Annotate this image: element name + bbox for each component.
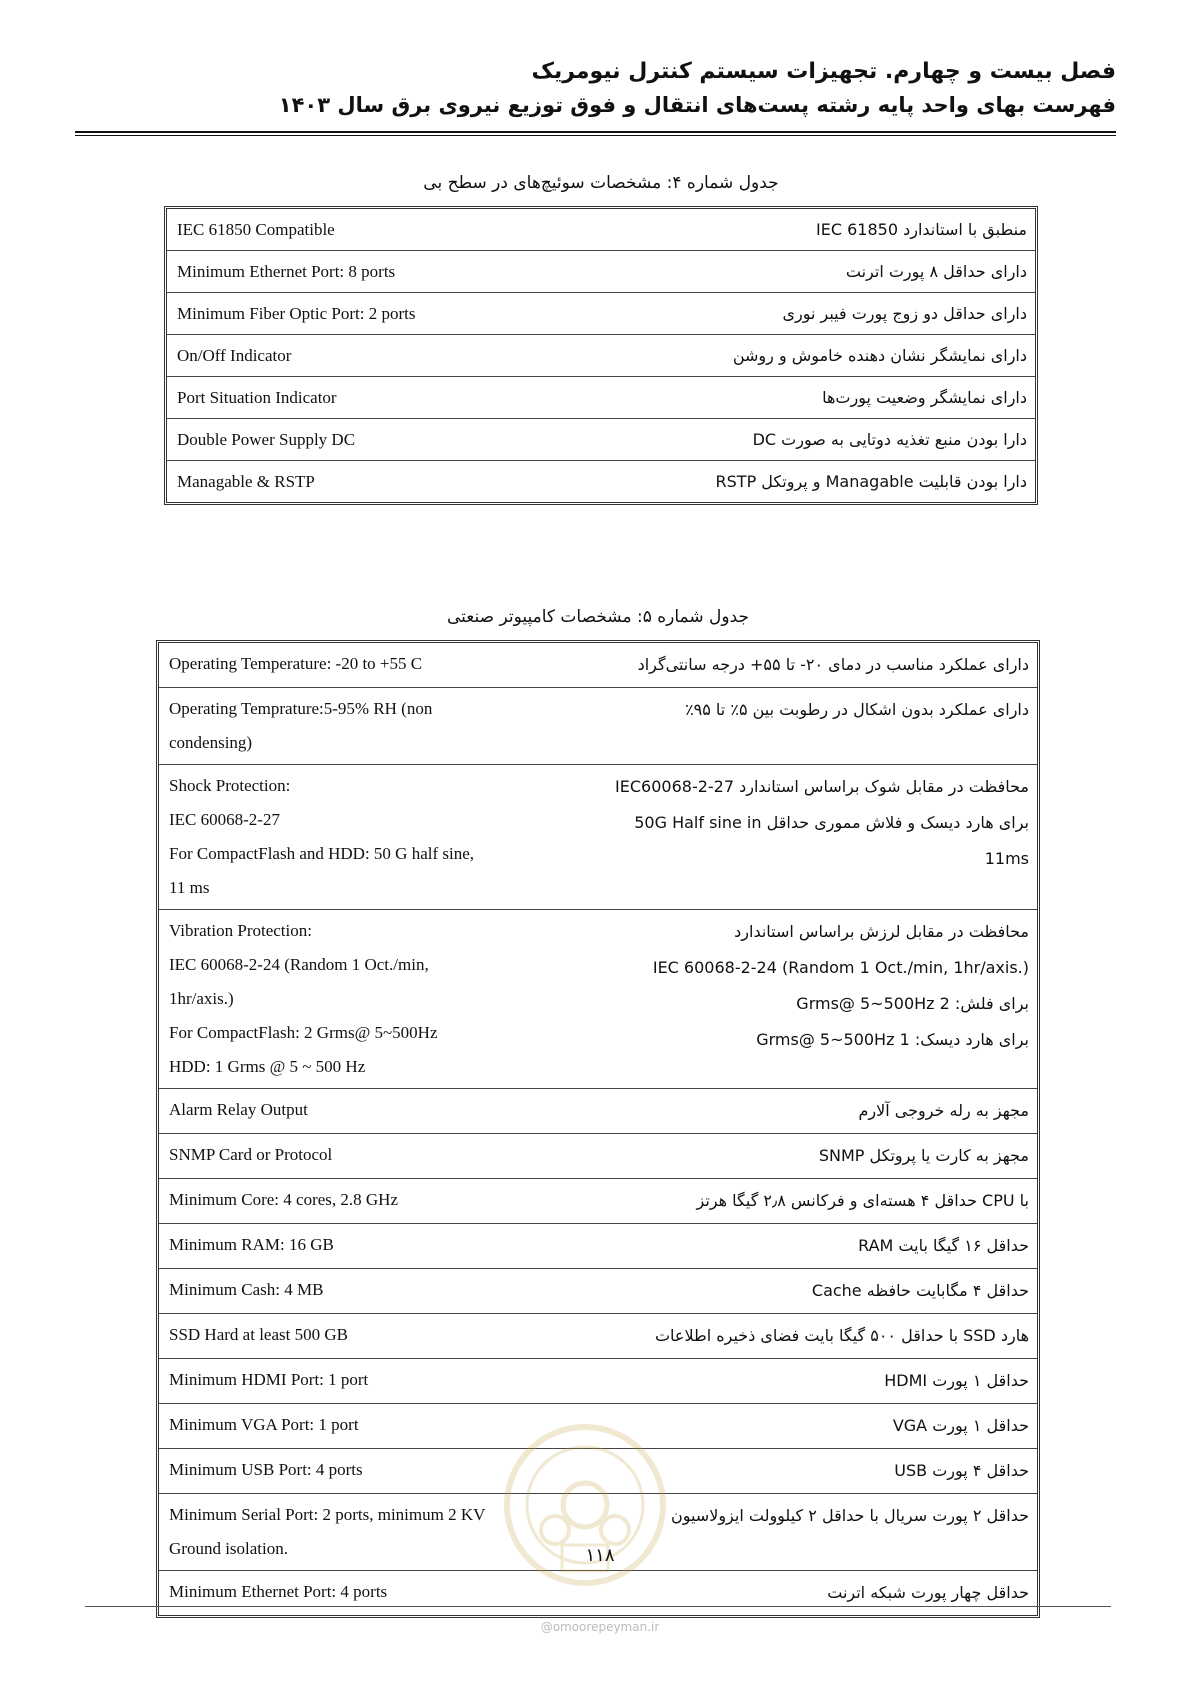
spec-english <box>159 688 563 765</box>
table-row <box>159 688 1037 765</box>
spec-persian <box>563 1134 1037 1179</box>
spec-line: Minimum USB Port: 4 ports <box>169 1460 363 1479</box>
spec-english: Minimum Fiber Optic Port: 2 ports <box>167 293 602 335</box>
spec-line: حداقل ۱ پورت VGA <box>892 1416 1029 1435</box>
spec-english <box>159 1089 563 1134</box>
spec-line: مجهز به کارت یا پروتکل SNMP <box>818 1146 1029 1165</box>
table5-caption: جدول شماره ۵: مشخصات کامپیوتر صنعتی <box>446 607 750 627</box>
table-row <box>159 1269 1037 1314</box>
table-row <box>167 419 1035 461</box>
spec-line: SNMP Card or Protocol <box>169 1145 333 1164</box>
spec-line: مجهز به رله خروجی آلارم <box>858 1101 1029 1120</box>
spec-persian <box>563 1089 1037 1134</box>
spec-line: 1hr/axis.) <box>169 989 234 1008</box>
table-row <box>159 1134 1037 1179</box>
table-row <box>159 1224 1037 1269</box>
spec-line: حداقل ۲ پورت سریال با حداقل ۲ کیلوولت ایزولاسیون <box>670 1506 1029 1525</box>
header-rule-thin <box>75 135 1116 136</box>
spec-line: IEC 60068-2-27 <box>169 810 280 829</box>
spec-persian <box>563 688 1037 765</box>
spec-line: IEC 60068-2-24 (Random 1 Oct./min, <box>169 955 429 974</box>
watermark-site: @omoorepeyman.ir <box>540 1620 660 1634</box>
spec-line: دارای عملکرد مناسب در دمای ۲۰- تا ۵۵+ درجه سانتی‌گراد <box>637 655 1029 674</box>
spec-line: For CompactFlash and HDD: 50 G half sine, <box>169 844 475 863</box>
spec-english <box>159 910 563 1089</box>
table-row <box>159 1089 1037 1134</box>
spec-line: محافظت در مقابل لرزش براساس استاندارد <box>734 922 1029 941</box>
footer-rule <box>85 1606 1111 1607</box>
spec-line: condensing) <box>169 733 253 752</box>
spec-english <box>159 1359 563 1404</box>
page-number: ۱۱۸ <box>585 1545 615 1566</box>
spec-line: Minimum RAM: 16 GB <box>169 1235 334 1254</box>
spec-persian: دارای حداقل دو زوج پورت فیبر نوری <box>602 293 1035 335</box>
spec-line: برای فلش: 2 Grms@ 5~500Hz <box>796 994 1029 1013</box>
spec-english <box>159 1179 563 1224</box>
spec-line: Shock Protection: <box>169 776 291 795</box>
spec-line: Minimum Ethernet Port: 4 ports <box>169 1582 388 1601</box>
table-row <box>167 251 1035 293</box>
spec-line: Minimum Cash: 4 MB <box>169 1280 324 1299</box>
chapter-title: فصل بیست و چهارم. تجهیزات سیستم کنترل نیومریک <box>531 59 1116 84</box>
spec-line: Operating Temprature:5-95% RH (non <box>169 699 433 718</box>
table-row <box>159 1359 1037 1404</box>
page-header <box>75 55 1116 136</box>
spec-line: حداقل ۱ پورت HDMI <box>884 1371 1029 1390</box>
spec-line: حداقل ۴ پورت USB <box>894 1461 1029 1480</box>
spec-persian <box>563 1179 1037 1224</box>
spec-line: دارای عملکرد بدون اشکال در رطوبت بین ۵٪ تا ۹۵٪ <box>685 700 1029 719</box>
table-row <box>159 1314 1037 1359</box>
header-rule <box>75 131 1116 133</box>
spec-english <box>159 643 563 688</box>
spec-persian: دارای حداقل ۸ پورت اترنت <box>602 251 1035 293</box>
document-title: فهرست بهای واحد پایه رشته پست‌های انتقال و فوق توزیع نیروی برق سال ۱۴۰۳ <box>278 93 1116 117</box>
switch-spec-table <box>164 206 1038 505</box>
spec-line: محافظت در مقابل شوک براساس استاندارد IEC60068-2-27 <box>615 777 1029 796</box>
spec-line: HDD: 1 Grms @ 5 ~ 500 Hz <box>169 1057 366 1076</box>
table-row <box>167 293 1035 335</box>
spec-persian: دارا بودن قابلیت Managable و پروتکل RSTP <box>715 472 1027 491</box>
table-row <box>167 335 1035 377</box>
spec-persian: منطبق با استاندارد IEC 61850 <box>602 209 1035 251</box>
table4-caption: جدول شماره ۴: مشخصات سوئیچ‌های در سطح بی <box>423 173 779 193</box>
table-row <box>167 461 1035 502</box>
spec-persian <box>563 1224 1037 1269</box>
spec-english <box>159 1134 563 1179</box>
spec-line: Alarm Relay Output <box>169 1100 308 1119</box>
spec-line: حداقل چهار پورت شبکه اترنت <box>827 1583 1029 1602</box>
spec-persian <box>563 1314 1037 1359</box>
spec-english: Minimum Ethernet Port: 8 ports <box>167 251 602 293</box>
spec-line: Minimum Serial Port: 2 ports, minimum 2 KV <box>169 1505 486 1524</box>
spec-line: For CompactFlash: 2 Grms@ 5~500Hz <box>169 1023 438 1042</box>
spec-english <box>159 1224 563 1269</box>
spec-line: Vibration Protection: <box>169 921 312 940</box>
spec-line: Ground isolation. <box>169 1539 288 1558</box>
spec-line: SSD Hard at least 500 GB <box>169 1325 348 1344</box>
spec-persian: دارا بودن منبع تغذیه دوتایی به صورت DC <box>602 419 1035 461</box>
table-row <box>159 765 1037 910</box>
spec-line: Minimum HDMI Port: 1 port <box>169 1370 369 1389</box>
table-row <box>167 209 1035 251</box>
spec-line: حداقل ۱۶ گیگا بایت RAM <box>858 1236 1029 1255</box>
spec-line: Minimum VGA Port: 1 port <box>169 1415 359 1434</box>
table-row <box>159 1179 1037 1224</box>
spec-english <box>159 1269 563 1314</box>
spec-english: IEC 61850 Compatible <box>167 209 602 251</box>
table-row <box>167 377 1035 419</box>
spec-persian <box>563 643 1037 688</box>
spec-line: هارد SSD با حداقل ۵۰۰ گیگا بایت فضای ذخیره اطلاعات <box>654 1326 1029 1345</box>
spec-english: Port Situation Indicator <box>167 377 602 419</box>
spec-persian: دارای نمایشگر وضعیت پورت‌ها <box>602 377 1035 419</box>
spec-english: Managable & RSTP <box>177 472 315 491</box>
spec-english <box>159 1314 563 1359</box>
spec-english: Double Power Supply DC <box>167 419 602 461</box>
spec-line: با CPU حداقل ۴ هسته‌ای و فرکانس ۲٫۸ گیگا هرتز <box>696 1191 1029 1210</box>
spec-line: برای هارد دیسک و فلاش مموری حداقل 50G Half sine in <box>634 813 1029 832</box>
spec-persian <box>563 765 1037 910</box>
spec-persian: دارای نمایشگر نشان دهنده خاموش و روشن <box>602 335 1035 377</box>
spec-english: On/Off Indicator <box>167 335 602 377</box>
spec-english <box>159 765 563 910</box>
spec-persian <box>563 910 1037 1089</box>
spec-line: Operating Temperature: -20 to +55 C <box>169 654 423 673</box>
table-row <box>159 910 1037 1089</box>
spec-persian <box>563 1269 1037 1314</box>
spec-line: برای هارد دیسک: 1 Grms@ 5~500Hz <box>756 1030 1029 1049</box>
spec-line: حداقل ۴ مگابایت حافظه Cache <box>811 1281 1029 1300</box>
spec-line: 11 ms <box>169 878 210 897</box>
spec-line: Minimum Core: 4 cores, 2.8 GHz <box>169 1190 398 1209</box>
spec-persian <box>563 1359 1037 1404</box>
spec-line: 11ms <box>984 849 1029 868</box>
spec-line: IEC 60068-2-24 (Random 1 Oct./min, 1hr/axis.) <box>652 958 1029 977</box>
table-row <box>159 643 1037 688</box>
